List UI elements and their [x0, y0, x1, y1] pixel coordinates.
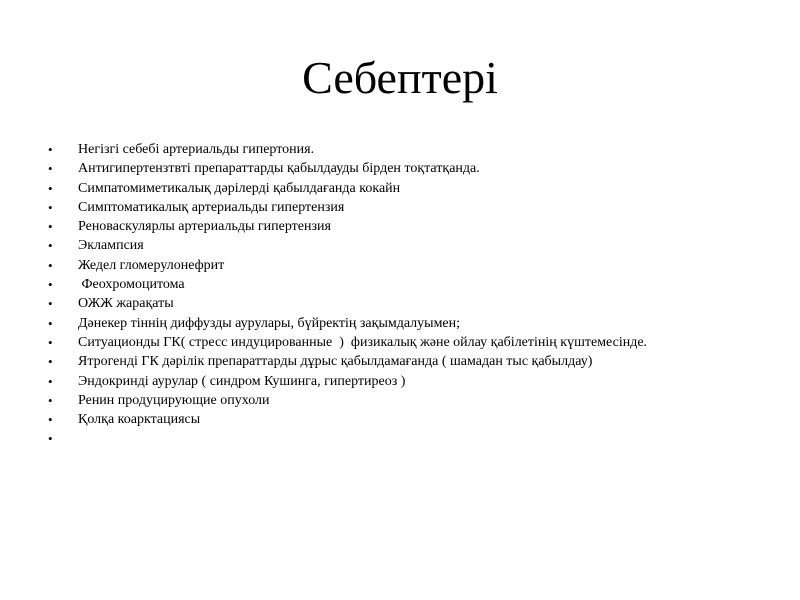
list-item-text: Ренин продуцирующие опухоли	[78, 392, 270, 408]
bullet-list	[48, 142, 748, 447]
list-item	[48, 219, 748, 235]
bullet-icon: •	[48, 142, 53, 157]
list-item-text: Негізгі себебі артериальды гипертония.	[78, 142, 315, 157]
list-item-text: Жедел гломерулонефрит	[78, 257, 225, 273]
list-item	[48, 335, 748, 351]
list-item-text: Ятрогенді ГК дәрілік препараттарды дұрыс қабылдамағанда ( шамадан тыс қабылдау)	[78, 354, 593, 370]
list-item	[48, 296, 748, 312]
bullet-icon: •	[48, 334, 53, 350]
list-item-text: Қолқа коарктациясы	[78, 412, 201, 428]
bullet-icon: •	[48, 296, 53, 312]
bullet-icon: •	[48, 412, 53, 428]
list-item-text: Реноваскулярлы артериальды гипертензия	[78, 219, 331, 235]
bullet-icon: •	[48, 238, 53, 254]
list-item	[48, 142, 748, 158]
bullet-icon: •	[48, 392, 53, 408]
bullet-icon: •	[48, 257, 53, 273]
list-item	[48, 258, 748, 274]
list-item	[48, 277, 748, 293]
bullet-icon: •	[48, 161, 53, 177]
list-item	[48, 393, 748, 409]
slide-title: Себептері	[302, 52, 498, 103]
list-item	[48, 316, 748, 332]
list-item	[48, 412, 748, 428]
list-item	[48, 354, 748, 370]
list-item-text: Феохромоцитома	[78, 277, 185, 293]
bullet-icon: •	[48, 199, 53, 215]
list-item	[48, 374, 748, 390]
bullet-icon: •	[48, 315, 53, 331]
list-item-text: ОЖЖ жарақаты	[78, 296, 174, 312]
list-item-text: Симпатомиметикалық дәрілерді қабылдағанда кокайн	[78, 180, 401, 196]
bullet-icon: •	[48, 373, 53, 389]
bullet-icon: •	[48, 180, 53, 196]
bullet-icon: •	[48, 277, 53, 293]
list-item	[48, 181, 748, 197]
bullet-icon: •	[48, 431, 53, 447]
bullet-icon: •	[48, 219, 53, 235]
list-item-text: Дәнекер тіннің диффузды аурулары, бүйректің зақымдалуымен;	[78, 315, 461, 331]
list-item-text: Ситуационды ГК( стресс индуцированные ) физикалық және ойлау қабілетінің күштемесінде.	[78, 334, 648, 350]
list-item-text: Эндокринді аурулар ( синдром Кушинга, гипертиреоз )	[78, 373, 406, 389]
list-item	[48, 161, 748, 177]
list-item-text: Антигипертензтвті препараттарды қабылдауды бірден тоқтатқанда.	[78, 161, 480, 177]
bullet-icon: •	[48, 354, 53, 370]
list-item	[48, 238, 748, 254]
list-item-text: Симптоматикалық артериальды гипертензия	[78, 199, 345, 215]
list-item	[48, 200, 748, 216]
list-item-text: Эклампсия	[78, 238, 144, 254]
